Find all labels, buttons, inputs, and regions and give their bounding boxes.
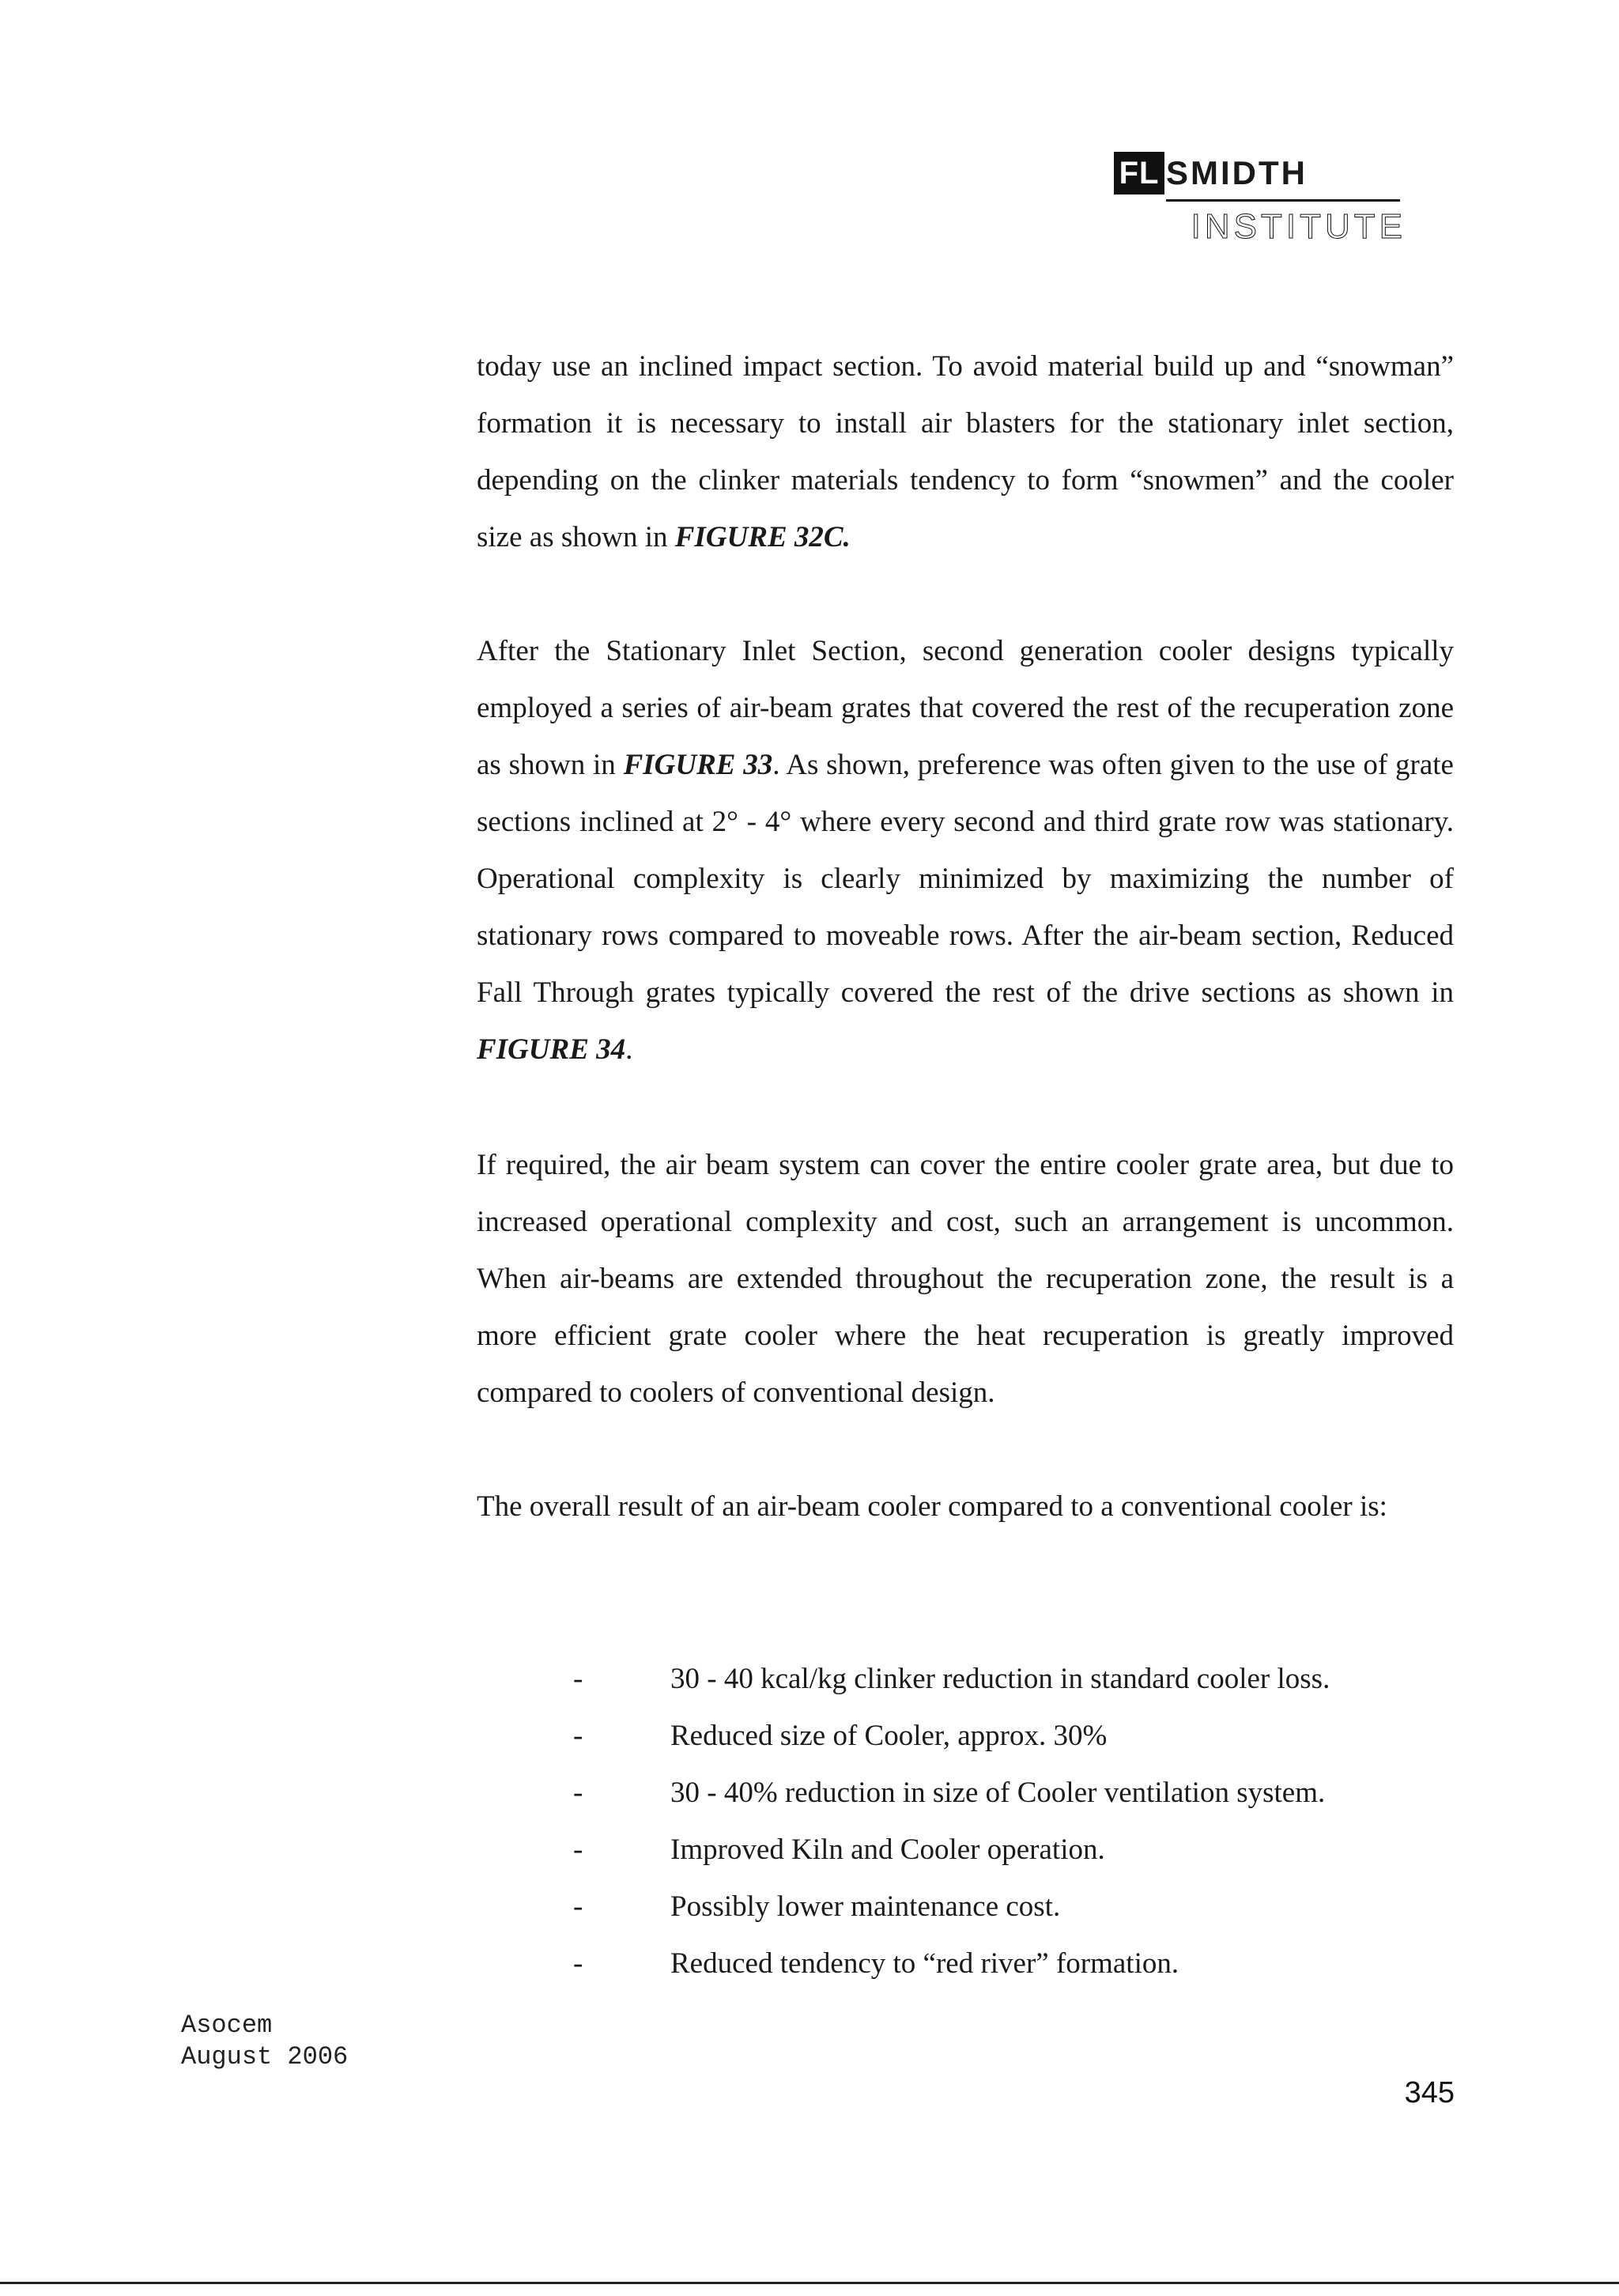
list-item-text: 30 - 40% reduction in size of Cooler ventilation system.	[670, 1777, 1326, 1809]
logo-mark	[1114, 152, 1308, 194]
list-item-text: Possibly lower maintenance cost.	[670, 1890, 1061, 1923]
paragraph-text: If required, the air beam system can cover the entire cooler grate area, but due to increased operational complexity and cost, such an arrangement is uncommon. When air-beams are extended throughout the recuperation zone, the result is a more efficient grate cooler where the heat recuperation is greatly improved compared to coolers of conventional design.	[477, 1149, 1454, 1409]
figure-reference: FIGURE 32C.	[674, 521, 851, 553]
paragraph-overall-result	[477, 1478, 1454, 1535]
paragraph-text: .	[625, 1033, 633, 1066]
paragraph-inlet-section	[477, 338, 1454, 566]
logo-institute-text: INSTITUTE	[1191, 207, 1406, 246]
bullet-dash: -	[573, 1890, 583, 1923]
bullet-dash: -	[573, 1720, 583, 1752]
logo-rule	[1166, 199, 1400, 202]
paragraph-text: The overall result of an air-beam cooler compared to a conventional cooler is:	[477, 1490, 1387, 1523]
list-item	[573, 1822, 1482, 1879]
figure-reference: FIGURE 33	[623, 749, 773, 781]
flsmidth-institute-logo	[1114, 152, 1406, 255]
list-item-text: Reduced tendency to “red river” formation.	[670, 1947, 1179, 1980]
paragraph-text: today use an inclined impact section. To avoid material build up and “snowman” formation it is necessary to install air blasters for the stationary inlet section, depending on the clinker materials tendency to form “snowmen” and the cooler size as shown in	[477, 350, 1454, 553]
logo-fl-box: FL	[1114, 152, 1164, 194]
bullet-dash: -	[573, 1833, 583, 1866]
footer-org: Asocem	[181, 2011, 273, 2040]
bullet-dash: -	[573, 1663, 583, 1695]
list-item	[573, 1651, 1482, 1708]
list-item	[573, 1935, 1482, 1992]
list-item	[573, 1708, 1482, 1765]
list-item-text: Reduced size of Cooler, approx. 30%	[670, 1720, 1108, 1752]
paragraph-air-beam-grates	[477, 623, 1454, 1078]
list-item	[573, 1765, 1482, 1822]
paragraph-air-beam-coverage	[477, 1137, 1454, 1422]
scan-edge-line	[0, 2282, 1619, 2284]
bullet-dash: -	[573, 1777, 583, 1809]
figure-reference: FIGURE 34	[477, 1033, 626, 1066]
paragraph-text: After the Stationary Inlet Section, second generation cooler designs typically employed a series of air-beam grates that covered the rest of the recuperation zone as shown in	[477, 635, 1454, 781]
footer-date: August 2006	[181, 2042, 349, 2071]
benefits-list	[573, 1651, 1482, 1992]
page-number: 345	[1404, 2076, 1455, 2109]
list-item-text: 30 - 40 kcal/kg clinker reduction in standard cooler loss.	[670, 1663, 1330, 1695]
list-item	[573, 1879, 1482, 1935]
bullet-dash: -	[573, 1947, 583, 1980]
list-item-text: Improved Kiln and Cooler operation.	[670, 1833, 1105, 1866]
footer-info	[181, 2010, 348, 2073]
paragraph-text: . As shown, preference was often given to the use of grate sections inclined at 2° - 4° where every second and third grate row was stationary. Operational complexity is clearly minimized by maximizing the number of stationary rows compared to moveable rows. After the air-beam section, Reduced Fall Through grates typically covered the rest of the drive sections as shown in	[477, 749, 1454, 1009]
logo-smidth-text: SMIDTH	[1166, 154, 1308, 191]
